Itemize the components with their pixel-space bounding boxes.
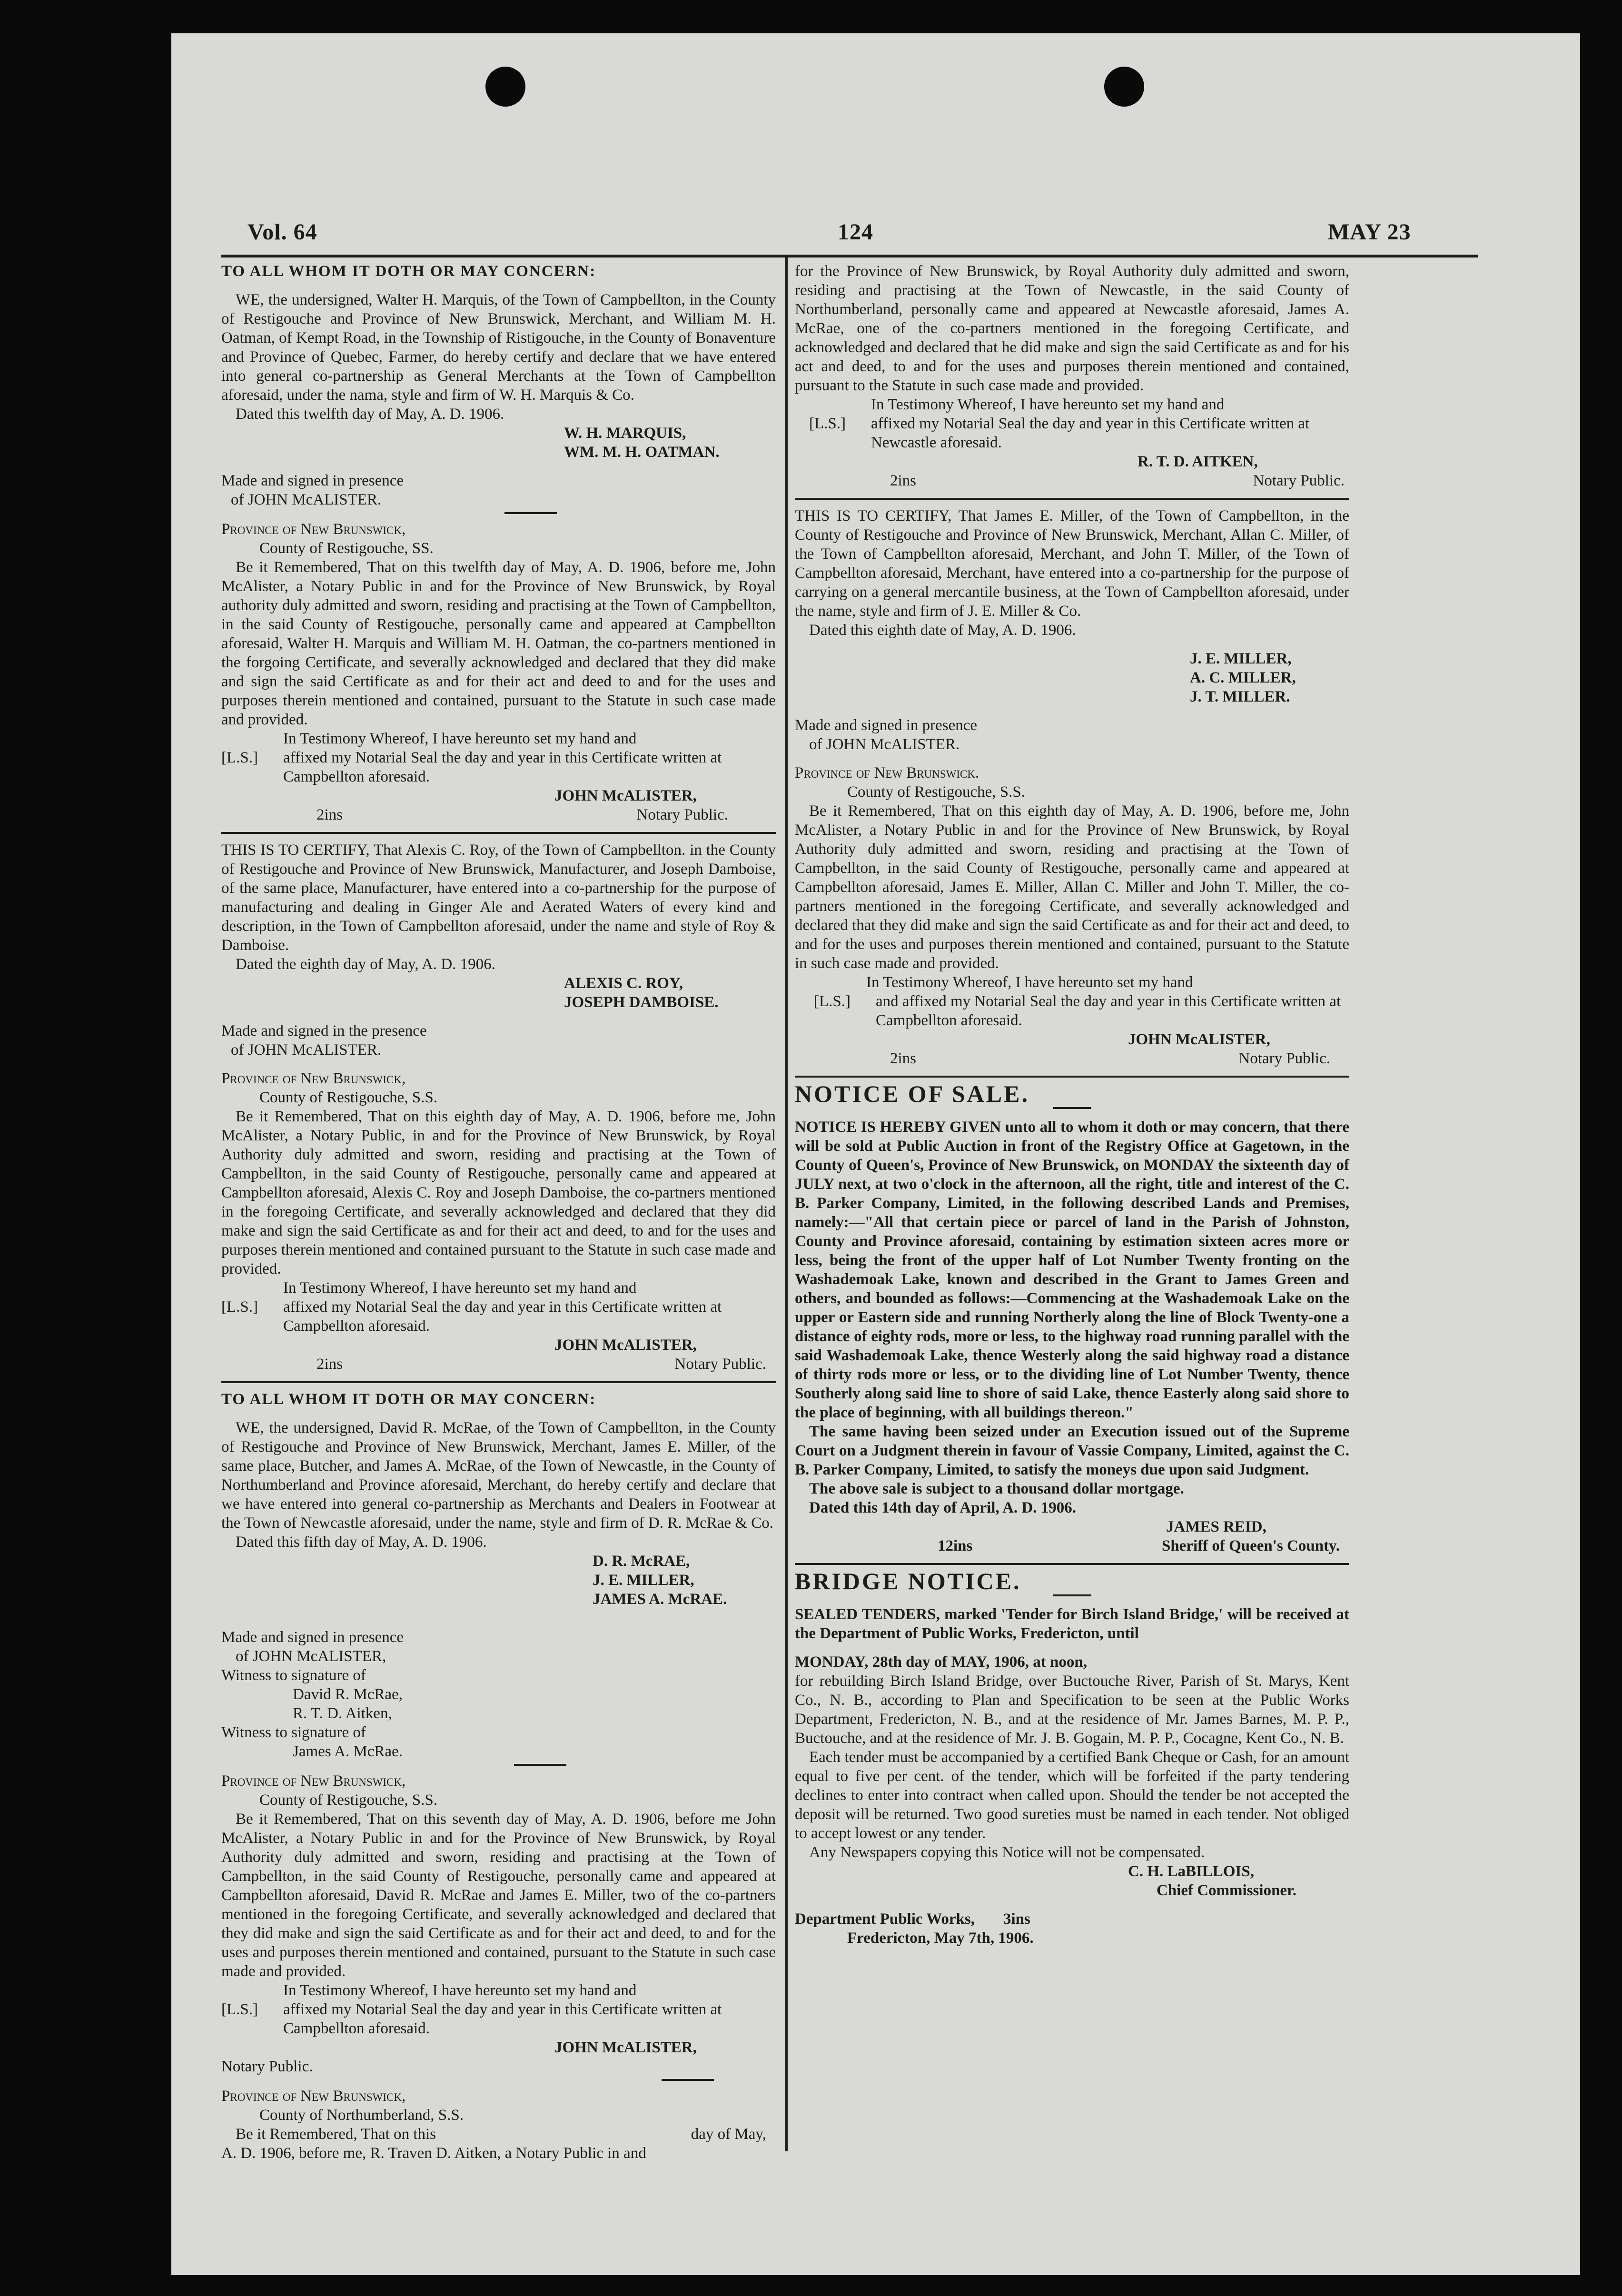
insertion-count: 2ins [316, 806, 343, 823]
left-column [221, 262, 776, 2163]
notice-body: THIS IS TO CERTIFY, That Alexis C. Roy, of the Town of Campbellton. in the County of Restigouche and Province of New Brunswick, Manufacturer, and Joseph Damboise, of the same place, Manufacturer, have entered into a co-partnership for the purpose of manufacturing and dealing in Ginger Ale and Aerated Waters of every kind and description, in the Town of Campbellton aforesaid, under the name and style of Roy & Damboise. [221, 841, 776, 954]
testimony-line: In Testimony Whereof, I have hereunto set my hand and [283, 1279, 637, 1296]
signature: ALEXIS C. ROY, [564, 975, 683, 992]
testimony-text: affixed my Notarial Seal the day and year in this Certificate written at Campbellton aforesaid. [283, 2001, 722, 2037]
dated-line: Dated the eighth day of May, A. D. 1906. [236, 956, 495, 973]
presence-line: Made and signed in presence [795, 717, 978, 734]
notice-heading: TO ALL WHOM IT DOTH OR MAY CONCERN: [221, 1391, 596, 1408]
notice-northumberland [221, 2087, 776, 2163]
notice-heading: TO ALL WHOM IT DOTH OR MAY CONCERN: [221, 263, 596, 280]
notary-name: JOHN McALISTER, [554, 787, 697, 804]
signature: J. E. MILLER, [1190, 650, 1292, 667]
remember-text: Be it Remembered, That on this eighth day of May, A. D. 1906, before me, John McAlister, a Notary Public, in and for the Province of New Brunswick, by Royal Authority duly admitted and sworn, residing and practising at the Town of Campbellton, in the said County of Restigouche, personally came and appeared at Campbellton aforesaid, Alexis C. Roy and Joseph Damboise, the co-partners mentioned in the foregoing Certificate, and severally acknowledged and declared that they did make and sign the said Certificate as and for their act and deed, to and for the uses and purposes therein mentioned and contained pursuant to the Statute in such case made and provided. [221, 1108, 776, 1277]
short-rule [514, 1764, 566, 1766]
insertion-row [221, 1355, 776, 1374]
province-line: Province of New Brunswick, [221, 521, 406, 538]
insertion-row [795, 1536, 1349, 1555]
testimony-line: In Testimony Whereof, I have hereunto set my hand and [871, 396, 1225, 413]
notary-name: JOHN McALISTER, [1128, 1031, 1270, 1048]
seal-block [795, 992, 1349, 1030]
short-rule [1053, 1107, 1091, 1109]
remember-text: Be it Remembered, That on this twelfth day of May, A. D. 1906, before me, John McAlister, a Notary Public in and for the Province of New Brunswick, by Royal authority duly admitted and sworn, residing and practising at the Town of Campbellton, in the said County of Restigouche, personally came and appeared at Campbellton aforesaid, Walter H. Marquis and William M. H. Oatman, the co-partners mentioned in the forgoing Certificate, and severally acknowledged and declared that they did make and sign the said Certificate as and for their act and deed to and for the uses and purposes therein mentioned and contained, pursuant to the Statute in such case made and provided. [221, 559, 776, 728]
issue-date: MAY 23 [1328, 219, 1411, 245]
dated-line: Dated this 14th day of April, A. D. 1906. [809, 1499, 1077, 1516]
insertion-count: 2ins [890, 1050, 917, 1067]
notice-of-sale [795, 1080, 1349, 1555]
dated-line: Dated this eighth date of May, A. D. 1906. [809, 622, 1076, 639]
testimony-text: and affixed my Notarial Seal the day and year in this Certificate written at Campbellton aforesaid. [876, 993, 1341, 1029]
notice-body: WE, the undersigned, David R. McRae, of the Town of Campbellton, in the County of Restigouche and Province of New Brunswick, Merchant, James E. Miller, of the same place, Butcher, and James A. McRae, of the Town of Newcastle, in the County of Northumberland and Province aforesaid, Merchant, do hereby certify and declare that we have entered into general co-partnership as Merchants and Dealers in Footwear at the Town of Newcastle aforesaid, under the name, style and firm of D. R. McRae & Co. [221, 1419, 776, 1532]
column-divider [785, 257, 788, 2151]
notice-body: WE, the undersigned, Walter H. Marquis, of the Town of Campbellton, in the County of Restigouche and Province of New Brunswick, Merchant, and William M. H. Oatman, of Kempt Road, in the Township of Ristigouche, in the County of Bonaventure and Province of Quebec, Farmer, do hereby certify and declare that we have entered into general co-partnership as General Merchants at the Town of Campbellton aforesaid, under the nama, style and firm of W. H. Marquis & Co. [221, 291, 776, 404]
province-line: Province of New Brunswick, [221, 1772, 406, 1790]
witness-line: Witness to signature of [221, 1724, 366, 1741]
remember-text: Be it Remembered, That on this eighth day of May, A. D. 1906, before me, John McAlister, a Notary Public in and for the Province of New Brunswick, by Royal Authority duly admitted and sworn, residing and practising at the Town of Campbellton, in the said County of Restigouche, personally came and appeared at Campbellton aforesaid, James E. Miller, Allan C. Miller and John T. Miller, the co-partners mentioned in the foregoing Certificate, and severally acknowledged and declared that they did make and sign the said Certificate as and for their act and deed, to and for the uses and purposes therein mentioned and contained, pursuant to the Statute in such case made and provided. [795, 802, 1349, 972]
presence-line: Made and signed in the presence [221, 1022, 427, 1039]
notary-title: Notary Public. [1238, 1050, 1330, 1067]
county-line: County of Restigouche, S.S. [259, 1089, 438, 1106]
commissioner-title: Chief Commissioner. [1157, 1882, 1296, 1899]
seal-block [221, 2000, 776, 2038]
section-rule [221, 1381, 776, 1383]
dated-line: Dated this fifth day of May, A. D. 1906. [236, 1534, 487, 1551]
bridge-heading: BRIDGE NOTICE. [795, 1568, 1021, 1594]
testimony-text: affixed my Notarial Seal the day and year in this Certificate written at Campbellton aforesaid. [283, 1298, 722, 1335]
section-rule [795, 1563, 1349, 1565]
notice-miller [795, 506, 1349, 1068]
tender-deadline: MONDAY, 28th day of MAY, 1906, at noon, [795, 1653, 1087, 1671]
remember-text: Be it Remembered, That on this [236, 2126, 436, 2143]
page-number: 124 [838, 219, 873, 245]
remember-text: Be it Remembered, That on this seventh day of May, A. D. 1906, before me John McAlister, a Notary Public in and for the Province of New Brunswick, by Royal Authority duly admitted and sworn, residing and practising at the Town of Campbellton, in the said County of Restigouche, personally came and appeared at Campbellton aforesaid, David R. McRae and James E. Miller, two of the co-partners mentioned in the foregoing Certificate, and severally acknowledged and declared that they did make and sign the said Certificate as and for their act and deed, to and for the uses and purposes therein mentioned and contained, pursuant to the Statute in such case made and provided. [221, 1811, 776, 1980]
insertion-count: 12ins [938, 1537, 973, 1554]
county-line: County of Restigouche, S.S. [259, 1791, 438, 1809]
remember-row [221, 2125, 776, 2144]
seal-block [221, 748, 776, 786]
notice-mcrae [221, 1390, 776, 2081]
insertion-count: 2ins [316, 1356, 343, 1373]
place-date: Fredericton, May 7th, 1906. [847, 1930, 1034, 1947]
bridge-body: SEALED TENDERS, marked 'Tender for Birch Island Bridge,' will be received at the Department of Public Works, Fredericton, until [795, 1606, 1349, 1642]
punch-hole [1104, 67, 1144, 107]
notary-title: Notary Public. [636, 806, 728, 823]
county-line: County of Restigouche, SS. [259, 540, 434, 557]
witness-name: James A. McRae. [293, 1743, 403, 1760]
remember-text: A. D. 1906, before me, R. Traven D. Aitken, a Notary Public in and [221, 2145, 646, 2162]
signature: A. C. MILLER, [1190, 669, 1296, 686]
testimony-line: In Testimony Whereof, I have hereunto set my hand and [283, 1982, 637, 1999]
insertion-row [795, 1049, 1349, 1068]
presence-line: of JOHN McALISTER. [809, 736, 960, 753]
dated-line: Dated this twelfth day of May, A. D. 1906. [236, 406, 504, 423]
notary-title: Notary Public. [674, 1356, 766, 1373]
testimony-line: In Testimony Whereof, I have hereunto set my hand [866, 974, 1193, 991]
presence-line: Made and signed in presence [221, 1629, 404, 1646]
signature: W. H. MARQUIS, [564, 425, 686, 442]
short-rule [504, 512, 557, 514]
witness-line: Witness to signature of [221, 1667, 366, 1684]
short-rule [1053, 1594, 1091, 1596]
remember-text: day of May, [691, 2126, 766, 2143]
sheriff-title: Sheriff of Queen's County. [1161, 1537, 1340, 1554]
section-rule [795, 498, 1349, 500]
notary-name: JOHN McALISTER, [554, 1336, 697, 1354]
header-rule [221, 255, 1478, 257]
newspaper-page [171, 33, 1580, 2275]
insertion-count: 2ins [890, 472, 917, 489]
insertion-row [795, 471, 1349, 490]
notary-name: JOHN McALISTER, [554, 2039, 697, 2056]
bridge-body: Each tender must be accompanied by a certified Bank Cheque or Cash, for an amount equal to five per cent. of the tender, which will be forfeited if the party tendering declines to enter into contract when called upon. Should the tender be not accepted the deposit will be returned. Two good sureties must be named in each tender. Not obliged to accept lowest or any tender. [795, 1749, 1349, 1842]
bridge-notice [795, 1568, 1349, 1948]
seal-label: [L.S.] [221, 1298, 258, 1316]
county-line: County of Northumberland, S.S. [259, 2107, 464, 2124]
notary-name: R. T. D. AITKEN, [1137, 453, 1258, 470]
bridge-body: for rebuilding Birch Island Bridge, over Buctouche River, Parish of St. Marys, Kent Co., N. B., according to Plan and Specification to be seen at the Public Works Department, Fredericton, N. B., and at the residence of Mr. James Barnes, M. P. P., Buctouche, and at the residence of Mr. J. B. Gogain, M. P. P., Cocagne, Kent Co., N. B. [795, 1673, 1349, 1747]
signature: J. E. MILLER, [593, 1572, 694, 1589]
sale-body: The above sale is subject to a thousand dollar mortgage. [809, 1480, 1184, 1497]
notary-title: Notary Public. [1253, 472, 1345, 489]
signature: D. R. McRAE, [593, 1553, 690, 1570]
presence-line: of JOHN McALISTER. [231, 491, 382, 508]
notary-title: Notary Public. [221, 2058, 313, 2075]
sale-body: NOTICE IS HEREBY GIVEN unto all to whom it doth or may concern, that there will be sold at Public Auction in front of the Registry Office at Gagetown, in the County of Queen's, Province of New Brunswick, on MONDAY the sixteenth day of JULY next, at two o'clock in the afternoon, all the right, title and interest of the C. B. Parker Company, Limited, in the following described Lands and Premises, namely:—"All that certain piece or parcel of land in the Parish of Johnston, County and Province aforesaid, containing by estimation sixteen acres more or less, being the front of the upper half of Lot Number Twenty fronting on the Washademoak Lake, known and described in the Grant to James Green and others, and bounded as follows:—Commencing at the Washademoak Lake on the upper or Eastern side and running Northerly along the line of Block Twenty-one a distance of eighty rods, more or less, to the highway road running parallel with the said Washademoak Lake, thence Westerly along the said highway road a distance of thirty rods more or less, or to the dividing line of Lot Number Twenty, thence Southerly along said line to shore of said Lake, thence Easterly along said shore to the place of beginning, with all buildings thereon." [795, 1118, 1349, 1421]
witness-name: R. T. D. Aitken, [293, 1705, 392, 1722]
section-rule [221, 832, 776, 834]
punch-hole [485, 67, 525, 107]
notice-body: for the Province of New Brunswick, by Royal Authority duly admitted and sworn, residing and practising at the Town of Newcastle, in the said County of Northumberland, personally came and appeared at Newcastle aforesaid, James A. McRae, one of the co-partners mentioned in the foregoing Certificate, and acknowledged and declared that he did make and sign the said Certificate as and for his act and deed, to and for the uses and purposes therein mentioned and contained, pursuant to the Statute in such case made and provided. [795, 263, 1349, 394]
right-column [795, 262, 1349, 1948]
signature: WM. M. H. OATMAN. [564, 444, 720, 461]
signature: J. T. MILLER. [1190, 688, 1290, 705]
notice-body: THIS IS TO CERTIFY, That James E. Miller, of the Town of Campbellton, in the County of Restigouche and Province of New Brunswick, Merchant, Allan C. Miller, of the Town of Campbellton aforesaid, Merchant, and John T. Miller, of the Town of Campbellton aforesaid, Merchant, have entered into a co-partnership for the purpose of carrying on a general mercantile business, at the Town of Campbellton aforesaid, under the name, style and firm of J. E. Miller & Co. [795, 507, 1349, 620]
notice-marquis [221, 262, 776, 824]
seal-label: [L.S.] [221, 749, 258, 766]
province-line: Province of New Brunswick. [795, 764, 979, 782]
sale-heading: NOTICE OF SALE. [795, 1080, 1029, 1107]
sale-body: The same having been seized under an Execution issued out of the Supreme Court on a Judgment therein in favour of Vassie Company, Limited, against the C. B. Parker Company, Limited, to satisfy the moneys due upon said Judgment. [795, 1423, 1349, 1478]
presence-line: of JOHN McALISTER. [231, 1041, 382, 1059]
bridge-body: Any Newspapers copying this Notice will not be compensated. [809, 1844, 1205, 1861]
presence-line: Made and signed in presence [221, 472, 404, 489]
province-line: Province of New Brunswick, [221, 2088, 406, 2105]
seal-label: [L.S.] [221, 2001, 258, 2018]
sheriff-name: JAMES REID, [1166, 1518, 1266, 1535]
section-rule [795, 1076, 1349, 1078]
insertion-row [221, 805, 776, 824]
short-rule [662, 2079, 714, 2081]
department-name: Department Public Works, [795, 1910, 975, 1928]
volume-number: Vol. 64 [247, 219, 317, 245]
signature: JOSEPH DAMBOISE. [564, 994, 719, 1011]
presence-line: of JOHN McALISTER, [236, 1648, 386, 1665]
county-line: County of Restigouche, S.S. [847, 783, 1026, 801]
testimony-text: affixed my Notarial Seal the day and year in this Certificate written at Campbellton aforesaid. [283, 749, 722, 785]
insertion-count: 3ins [1003, 1910, 1030, 1928]
province-line: Province of New Brunswick, [221, 1070, 406, 1087]
testimony-text: affixed my Notarial Seal the day and year in this Certificate written at Newcastle aforesaid. [871, 415, 1310, 451]
testimony-line: In Testimony Whereof, I have hereunto set my hand and [283, 730, 637, 747]
commissioner-name: C. H. LaBILLOIS, [1128, 1863, 1254, 1880]
seal-block [795, 414, 1349, 452]
notice-roy-damboise [221, 841, 776, 1374]
notice-aitken-continued [795, 262, 1349, 490]
seal-label: [L.S.] [809, 415, 846, 432]
witness-name: David R. McRae, [293, 1686, 403, 1703]
department-row [795, 1910, 1349, 1929]
seal-label: [L.S.] [814, 993, 851, 1010]
signature: JAMES A. McRAE. [593, 1591, 727, 1608]
seal-block [221, 1297, 776, 1336]
